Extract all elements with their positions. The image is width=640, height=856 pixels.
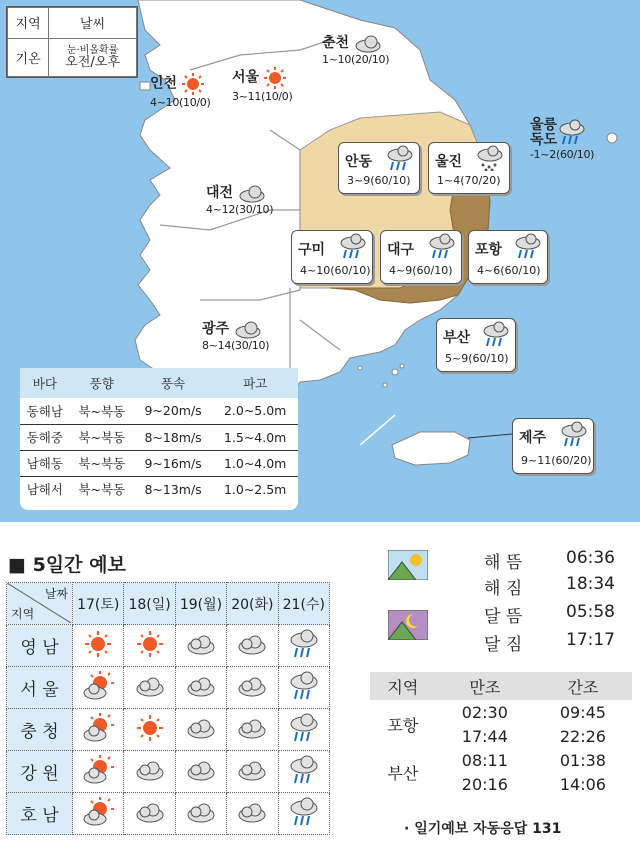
- city-daegu: [380, 230, 462, 284]
- forecast-cell: [227, 709, 278, 751]
- forecast-row: [7, 667, 330, 709]
- cloud-icon: [236, 809, 268, 828]
- sea-header: 바다: [20, 368, 70, 398]
- ars-note: · 일기예보 자동응답 131: [404, 821, 562, 837]
- cloud-icon: [236, 725, 268, 744]
- cloud-icon: [185, 767, 217, 786]
- rain-icon: [481, 321, 511, 347]
- city-name-2: 독도: [530, 132, 558, 148]
- sun-icon: [83, 644, 113, 663]
- tide-high: 20:16: [461, 774, 508, 794]
- sea-row: [20, 476, 298, 502]
- forecast-row: [7, 625, 330, 667]
- city-seoul: [232, 66, 293, 103]
- sunset-label: 해 짐: [484, 579, 523, 599]
- cloud-icon: [134, 767, 166, 786]
- cloud-icon: [236, 767, 268, 786]
- city-temp: 4~12: [206, 202, 236, 216]
- forecast-region: 서 울: [7, 667, 73, 709]
- forecast-region: 강 원: [7, 751, 73, 793]
- tide-low: 09:45: [559, 702, 606, 722]
- city-temp: 3~11: [232, 90, 262, 103]
- city-incheon: [150, 72, 211, 109]
- city-name: 울진: [435, 154, 463, 170]
- partly-cloudy-icon: [82, 770, 114, 789]
- city-temp: 5~9: [445, 352, 469, 365]
- forecast-cell: [175, 793, 226, 835]
- sun-icon: [263, 66, 287, 90]
- forecast-cell: [124, 709, 175, 751]
- tide-row: [370, 700, 632, 724]
- sea-cell: 9~20m/s: [134, 398, 213, 424]
- day-header: 18(일): [124, 583, 175, 625]
- cloud-icon: [134, 809, 166, 828]
- sunrise-time: 06:36: [566, 548, 615, 568]
- sea-cell: 북~북동: [70, 398, 134, 424]
- tide-header: 지역: [370, 672, 436, 700]
- city-prob: (60/10): [500, 264, 541, 277]
- day-header: 17(토): [73, 583, 124, 625]
- cloud-icon: [353, 35, 383, 53]
- tide-high: 17:44: [461, 726, 508, 746]
- legend-ampm: 오전/오후: [65, 55, 120, 71]
- forecast-title: ■ 5일간 예보: [8, 554, 126, 576]
- forecast-row: [7, 751, 330, 793]
- forecast-cell: [175, 625, 226, 667]
- sea-header: 풍속: [134, 368, 213, 398]
- forecast-cell: [124, 793, 175, 835]
- sea-cell: 동해중: [20, 424, 70, 450]
- forecast-region: 영 남: [7, 625, 73, 667]
- city-temp: 4~10: [300, 264, 331, 277]
- forecast-cell: [278, 625, 329, 667]
- moonrise-time: 05:58: [566, 602, 615, 622]
- cloud-icon: [185, 641, 217, 660]
- city-pohang: [468, 230, 548, 284]
- snow-rain-icon: [475, 145, 505, 171]
- tide-region: 포항: [387, 715, 419, 735]
- corner-region-label: 지역: [11, 607, 35, 621]
- partly-cloudy-icon: [82, 728, 114, 747]
- forecast-cell: [73, 709, 124, 751]
- forecast-cell: [73, 751, 124, 793]
- city-prob: (60/10): [468, 352, 509, 365]
- legend-temp: 기온: [8, 38, 49, 76]
- city-prob: (60/10): [412, 264, 453, 277]
- day-header: 20(화): [227, 583, 278, 625]
- tide-low: 01:38: [559, 750, 606, 770]
- moonset-label: 달 짐: [484, 635, 523, 655]
- city-temp: 4~6: [477, 264, 501, 277]
- sea-cell: 북~북동: [70, 424, 134, 450]
- sea-cell: 1.0~2.5m: [223, 481, 287, 497]
- tide-header: 간조: [534, 672, 632, 700]
- forecast-cell: [227, 751, 278, 793]
- moonset-time: 17:17: [566, 630, 615, 650]
- forecast-cell: [278, 709, 329, 751]
- forecast-cell: [124, 625, 175, 667]
- tide-region: 부산: [387, 763, 419, 783]
- sea-cell: 남해서: [26, 482, 63, 498]
- cloud-icon: [236, 683, 268, 702]
- city-gwangju: [202, 318, 269, 352]
- forecast-cell: [175, 751, 226, 793]
- city-temp: 3~9: [347, 174, 371, 187]
- city-name-1: 울릉: [530, 117, 558, 133]
- day-header: 21(수): [278, 583, 329, 625]
- city-prob: (60/10): [330, 264, 371, 277]
- sea-cell: 2.0~5.0m: [212, 398, 298, 424]
- forecast-table: [6, 582, 330, 835]
- city-temp: 8~14: [202, 338, 232, 352]
- city-prob: (70/20): [460, 174, 501, 187]
- legend-weather: 날씨: [49, 8, 137, 39]
- sea-cell: 1.0~4.0m: [212, 450, 298, 476]
- city-uljin: [428, 142, 510, 194]
- day-header: 19(월): [175, 583, 226, 625]
- cloud-icon: [233, 321, 263, 339]
- cloud-icon: [185, 809, 217, 828]
- city-prob: (10/0): [179, 96, 211, 109]
- city-name: 인천: [150, 75, 178, 92]
- forecast-cell: [124, 751, 175, 793]
- rain-icon: [559, 421, 589, 447]
- forecast-cell: [175, 709, 226, 751]
- map-legend: [6, 6, 138, 78]
- moonrise-label: 달 뜸: [484, 607, 523, 627]
- city-jeju: [512, 418, 594, 474]
- forecast-row: [7, 709, 330, 751]
- rain-icon: [288, 812, 320, 831]
- forecast-cell: [227, 793, 278, 835]
- forecast-cell: [73, 667, 124, 709]
- rain-icon: [427, 233, 457, 259]
- city-temp: 4~9: [389, 264, 413, 277]
- city-prob: (20/10): [351, 52, 390, 66]
- sunrise-icon: [388, 550, 428, 580]
- tide-low: 14:06: [559, 774, 606, 794]
- city-prob: (60/10): [555, 148, 595, 161]
- sea-row: [20, 398, 298, 424]
- tide-header: 만조: [436, 672, 534, 700]
- rain-icon: [338, 233, 368, 259]
- city-temp: 9~11: [521, 454, 552, 467]
- forecast-cell: [278, 667, 329, 709]
- cloud-icon: [185, 683, 217, 702]
- sea-cell: 1.5~4.0m: [212, 424, 298, 450]
- sun-icon: [135, 728, 165, 747]
- city-temp: 1~10: [322, 52, 352, 66]
- city-gumi: [291, 230, 373, 284]
- city-name: 대구: [387, 242, 415, 258]
- city-prob: (30/10): [231, 338, 270, 352]
- sea-row: [20, 424, 298, 450]
- city-name: 제주: [519, 430, 547, 446]
- city-name: 부산: [443, 330, 471, 346]
- sun-icon: [135, 644, 165, 663]
- sea-cell: 북~북동: [70, 450, 134, 476]
- cloud-icon: [237, 185, 267, 203]
- sun-icon: [181, 72, 205, 96]
- city-busan: [436, 318, 516, 372]
- city-temp: 1~4: [437, 174, 461, 187]
- sea-header: 파고: [212, 368, 298, 398]
- rain-icon: [385, 145, 415, 171]
- sea-cell: 남해동: [20, 450, 70, 476]
- city-daejeon: [206, 182, 273, 216]
- sea-cell: 8~18m/s: [134, 424, 213, 450]
- cloud-icon: [185, 725, 217, 744]
- rain-icon: [288, 644, 320, 663]
- tide-high: 08:11: [461, 750, 508, 770]
- forecast-cell: [227, 667, 278, 709]
- forecast-title-text: 5일간 예보: [32, 554, 126, 576]
- legend-prob: 눈·비올확률: [66, 45, 119, 57]
- cloud-icon: [134, 683, 166, 702]
- partly-cloudy-icon: [82, 686, 114, 705]
- city-name: 광주: [202, 321, 230, 337]
- forecast-region: 호 남: [7, 793, 73, 835]
- city-temp: -1~2: [530, 148, 556, 161]
- city-name: 구미: [298, 242, 326, 258]
- city-prob: (60/20): [551, 454, 592, 467]
- rain-icon: [288, 686, 320, 705]
- tide-table: [370, 672, 632, 796]
- tide-high: 02:30: [461, 702, 508, 722]
- city-ulleung: [530, 118, 594, 161]
- forecast-row: [7, 793, 330, 835]
- city-andong: [338, 142, 420, 194]
- city-name: 춘천: [322, 35, 350, 51]
- forecast-cell: [278, 751, 329, 793]
- corner-date-label: 날짜: [44, 587, 68, 601]
- rain-icon: [288, 770, 320, 789]
- city-name: 서울: [232, 69, 260, 86]
- forecast-cell: [73, 625, 124, 667]
- legend-region: 지역: [8, 8, 49, 39]
- moonrise-icon: [388, 610, 428, 640]
- sea-table: [20, 368, 298, 510]
- city-name: 포항: [475, 242, 503, 258]
- sea-cell: 동해남: [20, 398, 70, 424]
- city-name: 대전: [206, 185, 234, 201]
- city-prob: (10/0): [261, 90, 293, 103]
- sunrise-label: 해 뜸: [484, 553, 523, 573]
- rain-icon: [288, 728, 320, 747]
- city-temp: 4~10: [150, 96, 180, 109]
- tide-row: [370, 748, 632, 772]
- rain-icon: [513, 233, 543, 259]
- sea-header: 풍향: [70, 368, 134, 398]
- forecast-region: 충 청: [7, 709, 73, 751]
- partly-cloudy-icon: [82, 812, 114, 831]
- city-chuncheon: [322, 32, 389, 66]
- tide-low: 22:26: [559, 726, 606, 746]
- city-prob: (30/10): [235, 202, 274, 216]
- sea-cell: 북~북동: [78, 482, 126, 498]
- rain-icon: [557, 119, 587, 147]
- sunset-time: 18:34: [566, 574, 615, 594]
- sea-row: [20, 450, 298, 476]
- forecast-cell: [124, 667, 175, 709]
- city-prob: (60/10): [370, 174, 411, 187]
- forecast-cell: [73, 793, 124, 835]
- city-name: 안동: [345, 154, 373, 170]
- sea-cell: 9~16m/s: [134, 450, 213, 476]
- cloud-icon: [236, 641, 268, 660]
- forecast-corner: [7, 583, 73, 625]
- forecast-cell: [227, 625, 278, 667]
- forecast-cell: [278, 793, 329, 835]
- forecast-cell: [175, 667, 226, 709]
- sea-cell: 8~13m/s: [144, 481, 202, 497]
